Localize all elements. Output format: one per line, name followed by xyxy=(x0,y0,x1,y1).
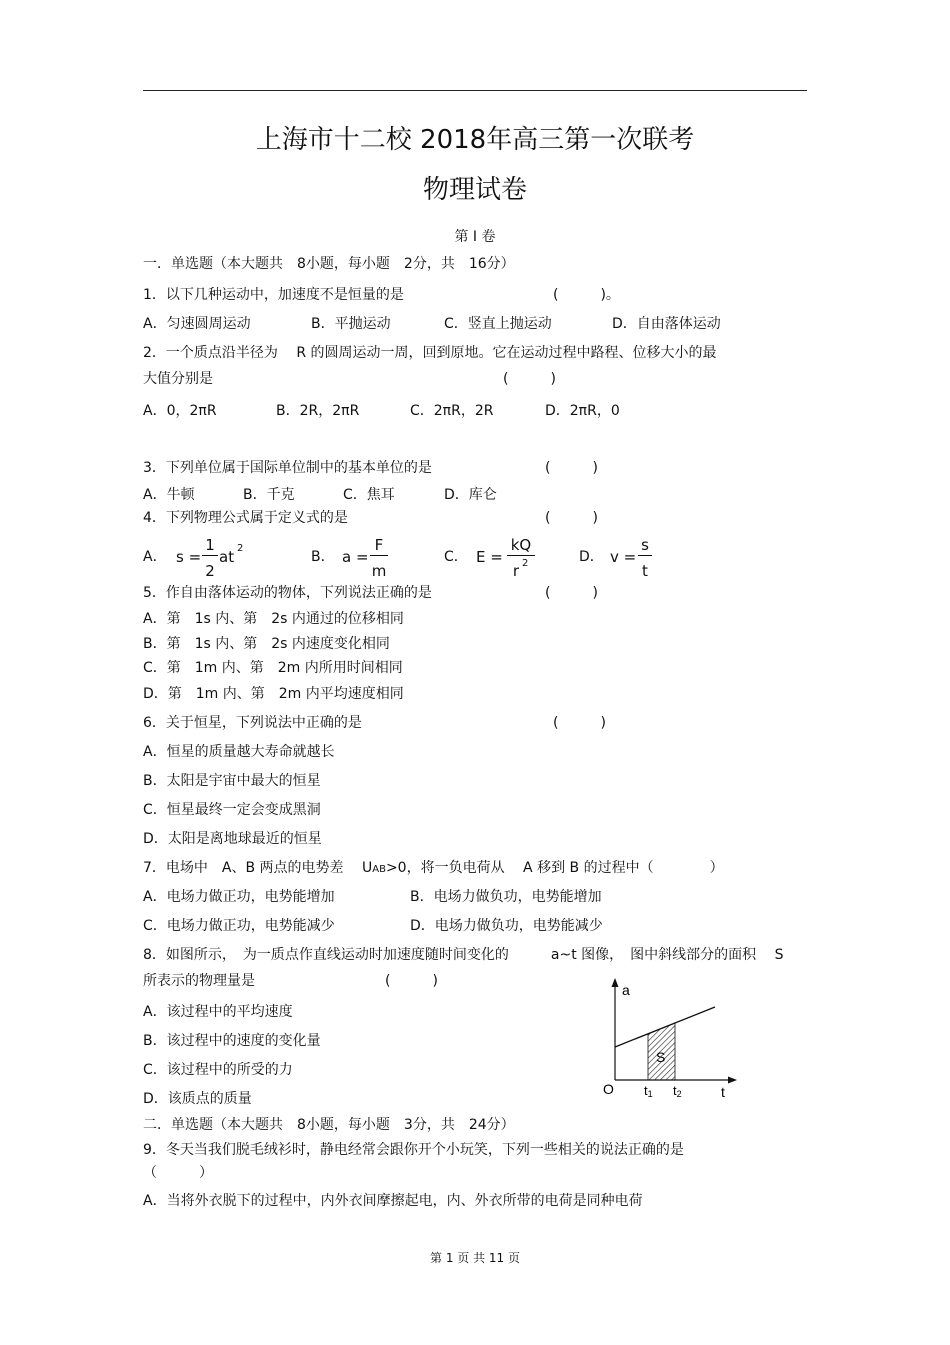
q2-option-b: B．2R，2πR xyxy=(276,403,360,419)
q4-option-b-numerator: F xyxy=(374,536,384,554)
q4-option-a-label: A． xyxy=(143,549,167,565)
y-axis-label: a xyxy=(622,982,630,998)
q8-a-t-graph xyxy=(595,975,745,1105)
q4-option-d-numerator: s xyxy=(641,536,649,554)
q1-stem: 1．以下几种运动中，加速度不是恒量的是 xyxy=(143,287,404,303)
q4-option-d-fraction-bar xyxy=(638,555,652,556)
q8-option-a: A．该过程中的平均速度 xyxy=(143,1004,293,1020)
q2-stem-line1: 2．一个质点沿半径为 R 的圆周运动一周，回到原地。它在运动过程中路程、位移大小的最 xyxy=(143,345,717,361)
x-axis-arrow-icon xyxy=(728,1077,737,1084)
page-title: 上海市十二校 2018年高三第一次联考 xyxy=(255,125,695,155)
q5-option-d: D．第 1m 内、第 2m 内平均速度相同 xyxy=(143,686,404,702)
q5-option-b: B．第 1s 内、第 2s 内速度变化相同 xyxy=(143,636,390,652)
q4-option-d-lhs: v = xyxy=(610,548,637,566)
q6-paren: ( ) xyxy=(553,715,606,731)
q4-option-c-numerator: kQ xyxy=(510,536,532,554)
q6-option-c: C．恒星最终一定会变成黑洞 xyxy=(143,802,321,818)
section2-heading: 二．单选题（本大题共 8小题，每小题 3分，共 24分） xyxy=(143,1117,515,1133)
q6-option-a: A．恒星的质量越大寿命就越长 xyxy=(143,744,335,760)
page-footer: 第 1 页 共 11 页 xyxy=(430,1251,520,1265)
q9-option-a: A．当将外衣脱下的过程中，内外衣间摩擦起电，内、外衣所带的电荷是同种电荷 xyxy=(143,1193,643,1209)
q1-option-c: C．竖直上抛运动 xyxy=(444,316,552,332)
q7-option-c: C．电场力做正功，电势能减少 xyxy=(143,918,335,934)
q4-option-a-lhs: s = xyxy=(176,548,202,566)
q2-option-a: A．0，2πR xyxy=(143,403,217,419)
q8-option-c: C．该过程中的所受的力 xyxy=(143,1062,293,1078)
q5-stem: 5．作自由落体运动的物体，下列说法正确的是 xyxy=(143,585,432,601)
q4-option-a-tail: at xyxy=(219,548,235,566)
y-axis-arrow-icon xyxy=(612,978,619,987)
q4-option-b-denominator: m xyxy=(371,562,387,580)
q3-option-d: D．库仑 xyxy=(444,487,497,503)
q4-option-a-fraction-bar xyxy=(202,555,218,556)
q3-paren: ( ) xyxy=(545,460,598,476)
q4-option-c-label: C． xyxy=(444,549,468,565)
q7-option-b: B．电场力做负功，电势能增加 xyxy=(410,889,602,905)
q4-stem: 4．下列物理公式属于定义式的是 xyxy=(143,510,348,526)
q9-paren: （ ） xyxy=(143,1165,213,1181)
q3-option-a: A．牛顿 xyxy=(143,487,195,503)
q4-option-a-exponent: 2 xyxy=(237,543,244,554)
q4-option-b-fraction-bar xyxy=(370,555,388,556)
q3-option-b: B．千克 xyxy=(243,487,295,503)
q8-paren: ( ) xyxy=(385,973,438,989)
top-rule xyxy=(143,90,807,91)
q4-option-a-denominator: 2 xyxy=(205,562,215,580)
q3-stem: 3．下列单位属于国际单位制中的基本单位的是 xyxy=(143,460,432,476)
q8-stem-line2: 所表示的物理量是 xyxy=(143,973,255,989)
q4-option-b-label: B． xyxy=(311,549,335,565)
origin-label: O xyxy=(603,1081,614,1097)
q9-stem: 9．冬天当我们脱毛绒衫时，静电经常会跟你开个小玩笑，下列一些相关的说法正确的是 xyxy=(143,1142,684,1158)
q8-stem-line1: 8．如图所示， 为一质点作直线运动时加速度随时间变化的 a~t 图像， 图中斜线部分的面积 S xyxy=(143,947,784,963)
q4-option-a-numerator: 1 xyxy=(205,536,215,554)
section1-heading: 一．单选题（本大题共 8小题，每小题 2分，共 16分） xyxy=(143,256,515,272)
q2-stem-line2: 大值分别是 xyxy=(143,371,213,387)
q7-stem xyxy=(143,859,724,879)
q7-option-d: D．电场力做负功，电势能减少 xyxy=(410,918,603,934)
q4-option-c-exponent: 2 xyxy=(522,558,529,569)
q4-option-c-denominator: r xyxy=(512,562,520,580)
q7-subscript: AB xyxy=(372,864,386,875)
q7-stem-head: 7．电场中 A、B 两点的电势差 U xyxy=(143,860,373,876)
q1-option-d: D．自由落体运动 xyxy=(612,316,721,332)
q4-option-c-lhs: E = xyxy=(476,548,503,566)
q5-option-c: C．第 1m 内、第 2m 内所用时间相同 xyxy=(143,660,403,676)
q5-option-a: A．第 1s 内、第 2s 内通过的位移相同 xyxy=(143,611,404,627)
page-subtitle: 物理试卷 xyxy=(422,175,527,205)
q8-option-d: D．该质点的质量 xyxy=(143,1091,252,1107)
q4-option-b-lhs: a = xyxy=(342,548,369,566)
volume-label: 第 I 卷 xyxy=(454,229,496,245)
q6-stem: 6．关于恒星，下列说法中正确的是 xyxy=(143,715,362,731)
q1-option-a: A．匀速圆周运动 xyxy=(143,316,251,332)
t1-label: t1 xyxy=(644,1083,653,1099)
q4-option-c-fraction-bar xyxy=(507,555,535,556)
q4-paren: ( ) xyxy=(545,510,598,526)
q6-option-b: B．太阳是宇宙中最大的恒星 xyxy=(143,773,321,789)
q8-option-b: B．该过程中的速度的变化量 xyxy=(143,1033,321,1049)
t2-label: t2 xyxy=(673,1083,682,1099)
q1-paren: ( )。 xyxy=(553,287,620,303)
q3-option-c: C．焦耳 xyxy=(343,487,395,503)
q2-paren: ( ) xyxy=(503,371,556,387)
area-label: S xyxy=(656,1049,666,1065)
q7-option-a: A．电场力做正功，电势能增加 xyxy=(143,889,335,905)
q1-option-b: B．平抛运动 xyxy=(311,316,391,332)
q2-option-d: D．2πR，0 xyxy=(545,403,620,419)
q7-stem-tail: >0，将一负电荷从 A 移到 B 的过程中（ ） xyxy=(385,860,724,876)
q2-option-c: C．2πR，2R xyxy=(410,403,494,419)
q5-paren: ( ) xyxy=(545,585,598,601)
q6-option-d: D．太阳是离地球最近的恒星 xyxy=(143,831,322,847)
q4-option-d-denominator: t xyxy=(642,562,648,580)
q4-option-d-label: D． xyxy=(579,549,604,565)
x-axis-label: t xyxy=(721,1084,725,1100)
